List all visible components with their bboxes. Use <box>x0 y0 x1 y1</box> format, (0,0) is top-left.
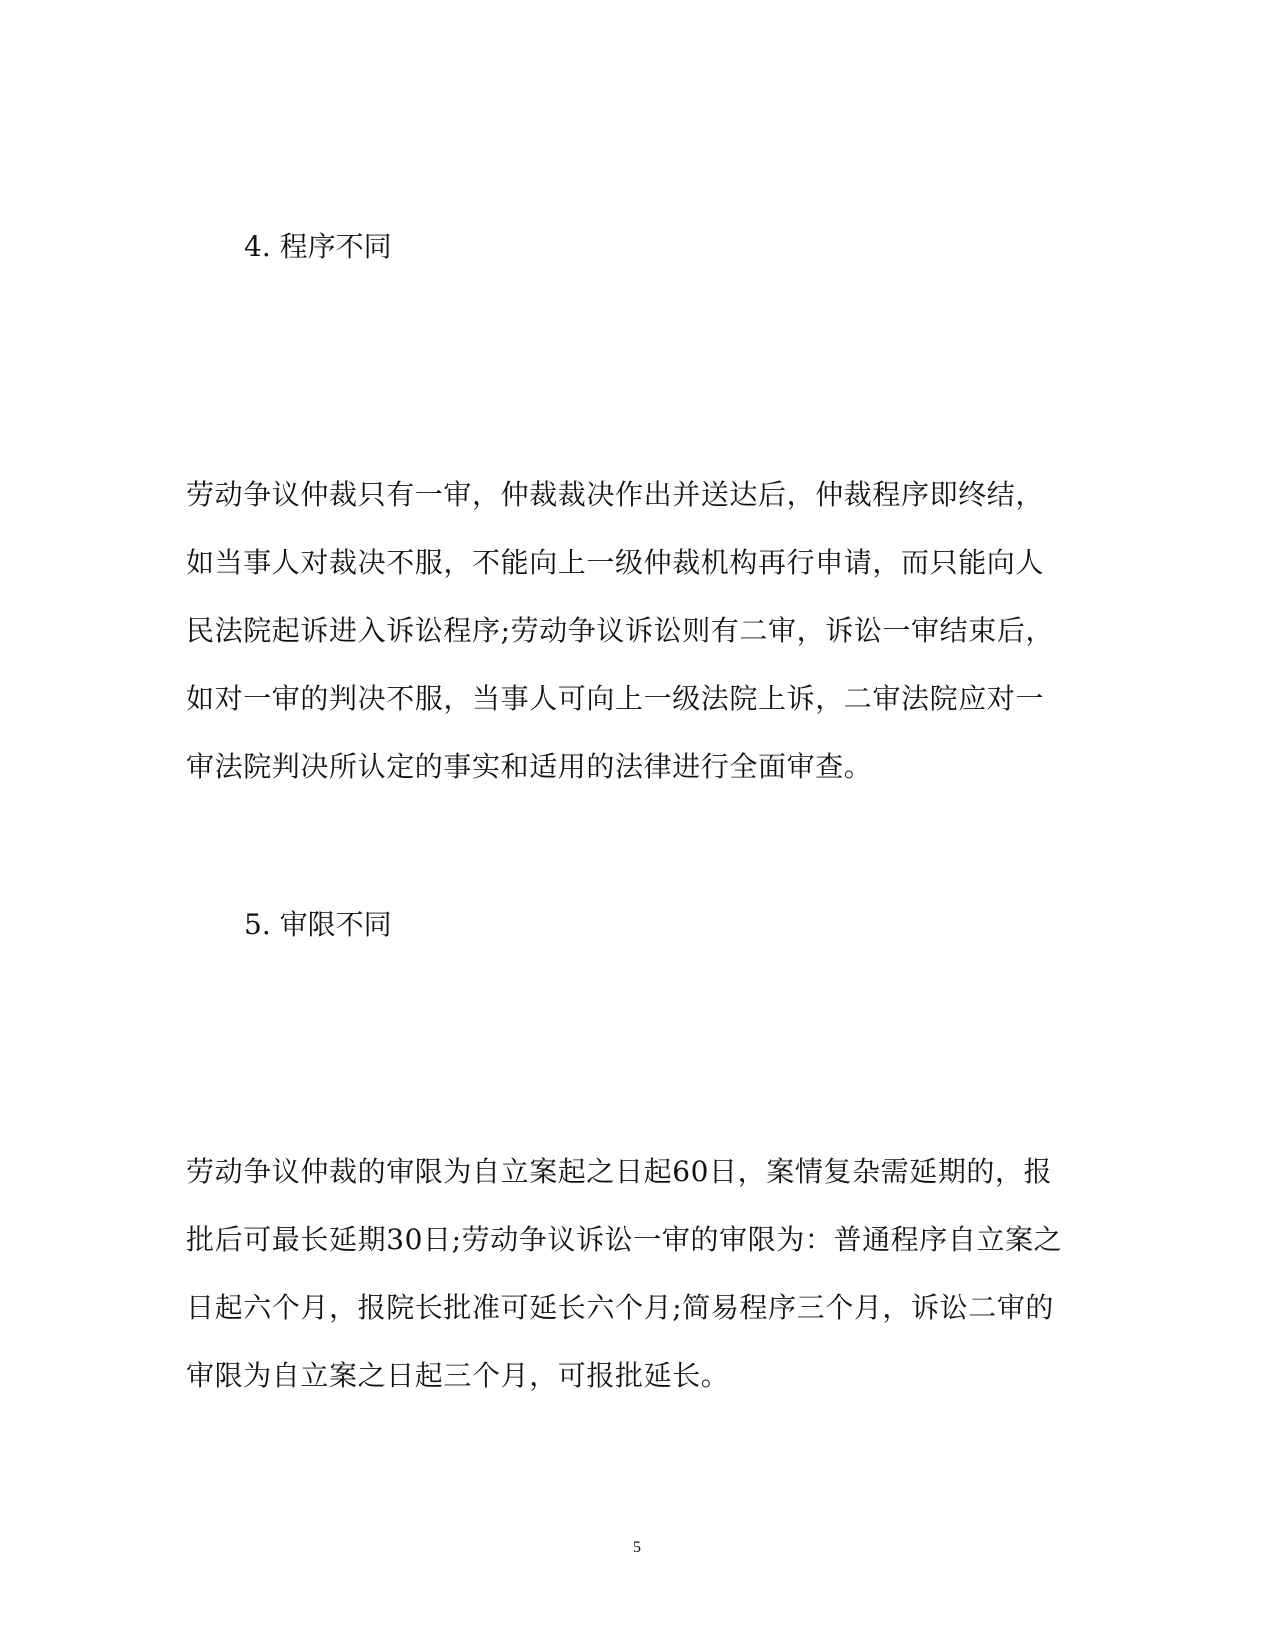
paragraph-line: 批后可最长延期30日;劳动争议诉讼一审的审限为：普通程序自立案之 <box>186 1223 1063 1256</box>
paragraph-line: 审法院判决所认定的事实和适用的法律进行全面审查。 <box>186 750 873 783</box>
section-4-paragraph <box>186 478 1086 784</box>
paragraph-line: 劳动争议仲裁只有一审，仲裁裁决作出并送达后，仲裁程序即终结， <box>186 478 1045 511</box>
paragraph-line: 如对一审的判决不服，当事人可向上一级法院上诉，二审法院应对一 <box>186 682 1045 715</box>
paragraph-line: 劳动争议仲裁的审限为自立案起之日起60日，案情复杂需延期的，报 <box>186 1155 1053 1188</box>
section-5-paragraph <box>186 1155 1086 1393</box>
paragraph-line: 如当事人对裁决不服，不能向上一级仲裁机构再行申请，而只能向人 <box>186 546 1045 579</box>
paragraph-line: 审限为自立案之日起三个月，可报批延长。 <box>186 1359 730 1392</box>
section-4-heading: 4. 程序不同 <box>244 230 392 263</box>
paragraph-line: 民法院起诉进入诉讼程序;劳动争议诉讼则有二审，诉讼一审结束后， <box>186 614 1055 647</box>
page-number: 5 <box>633 1539 641 1556</box>
section-5-heading: 5. 审限不同 <box>244 908 392 941</box>
paragraph-line: 日起六个月，报院长批准可延长六个月;简易程序三个月，诉讼二审的 <box>186 1291 1055 1324</box>
